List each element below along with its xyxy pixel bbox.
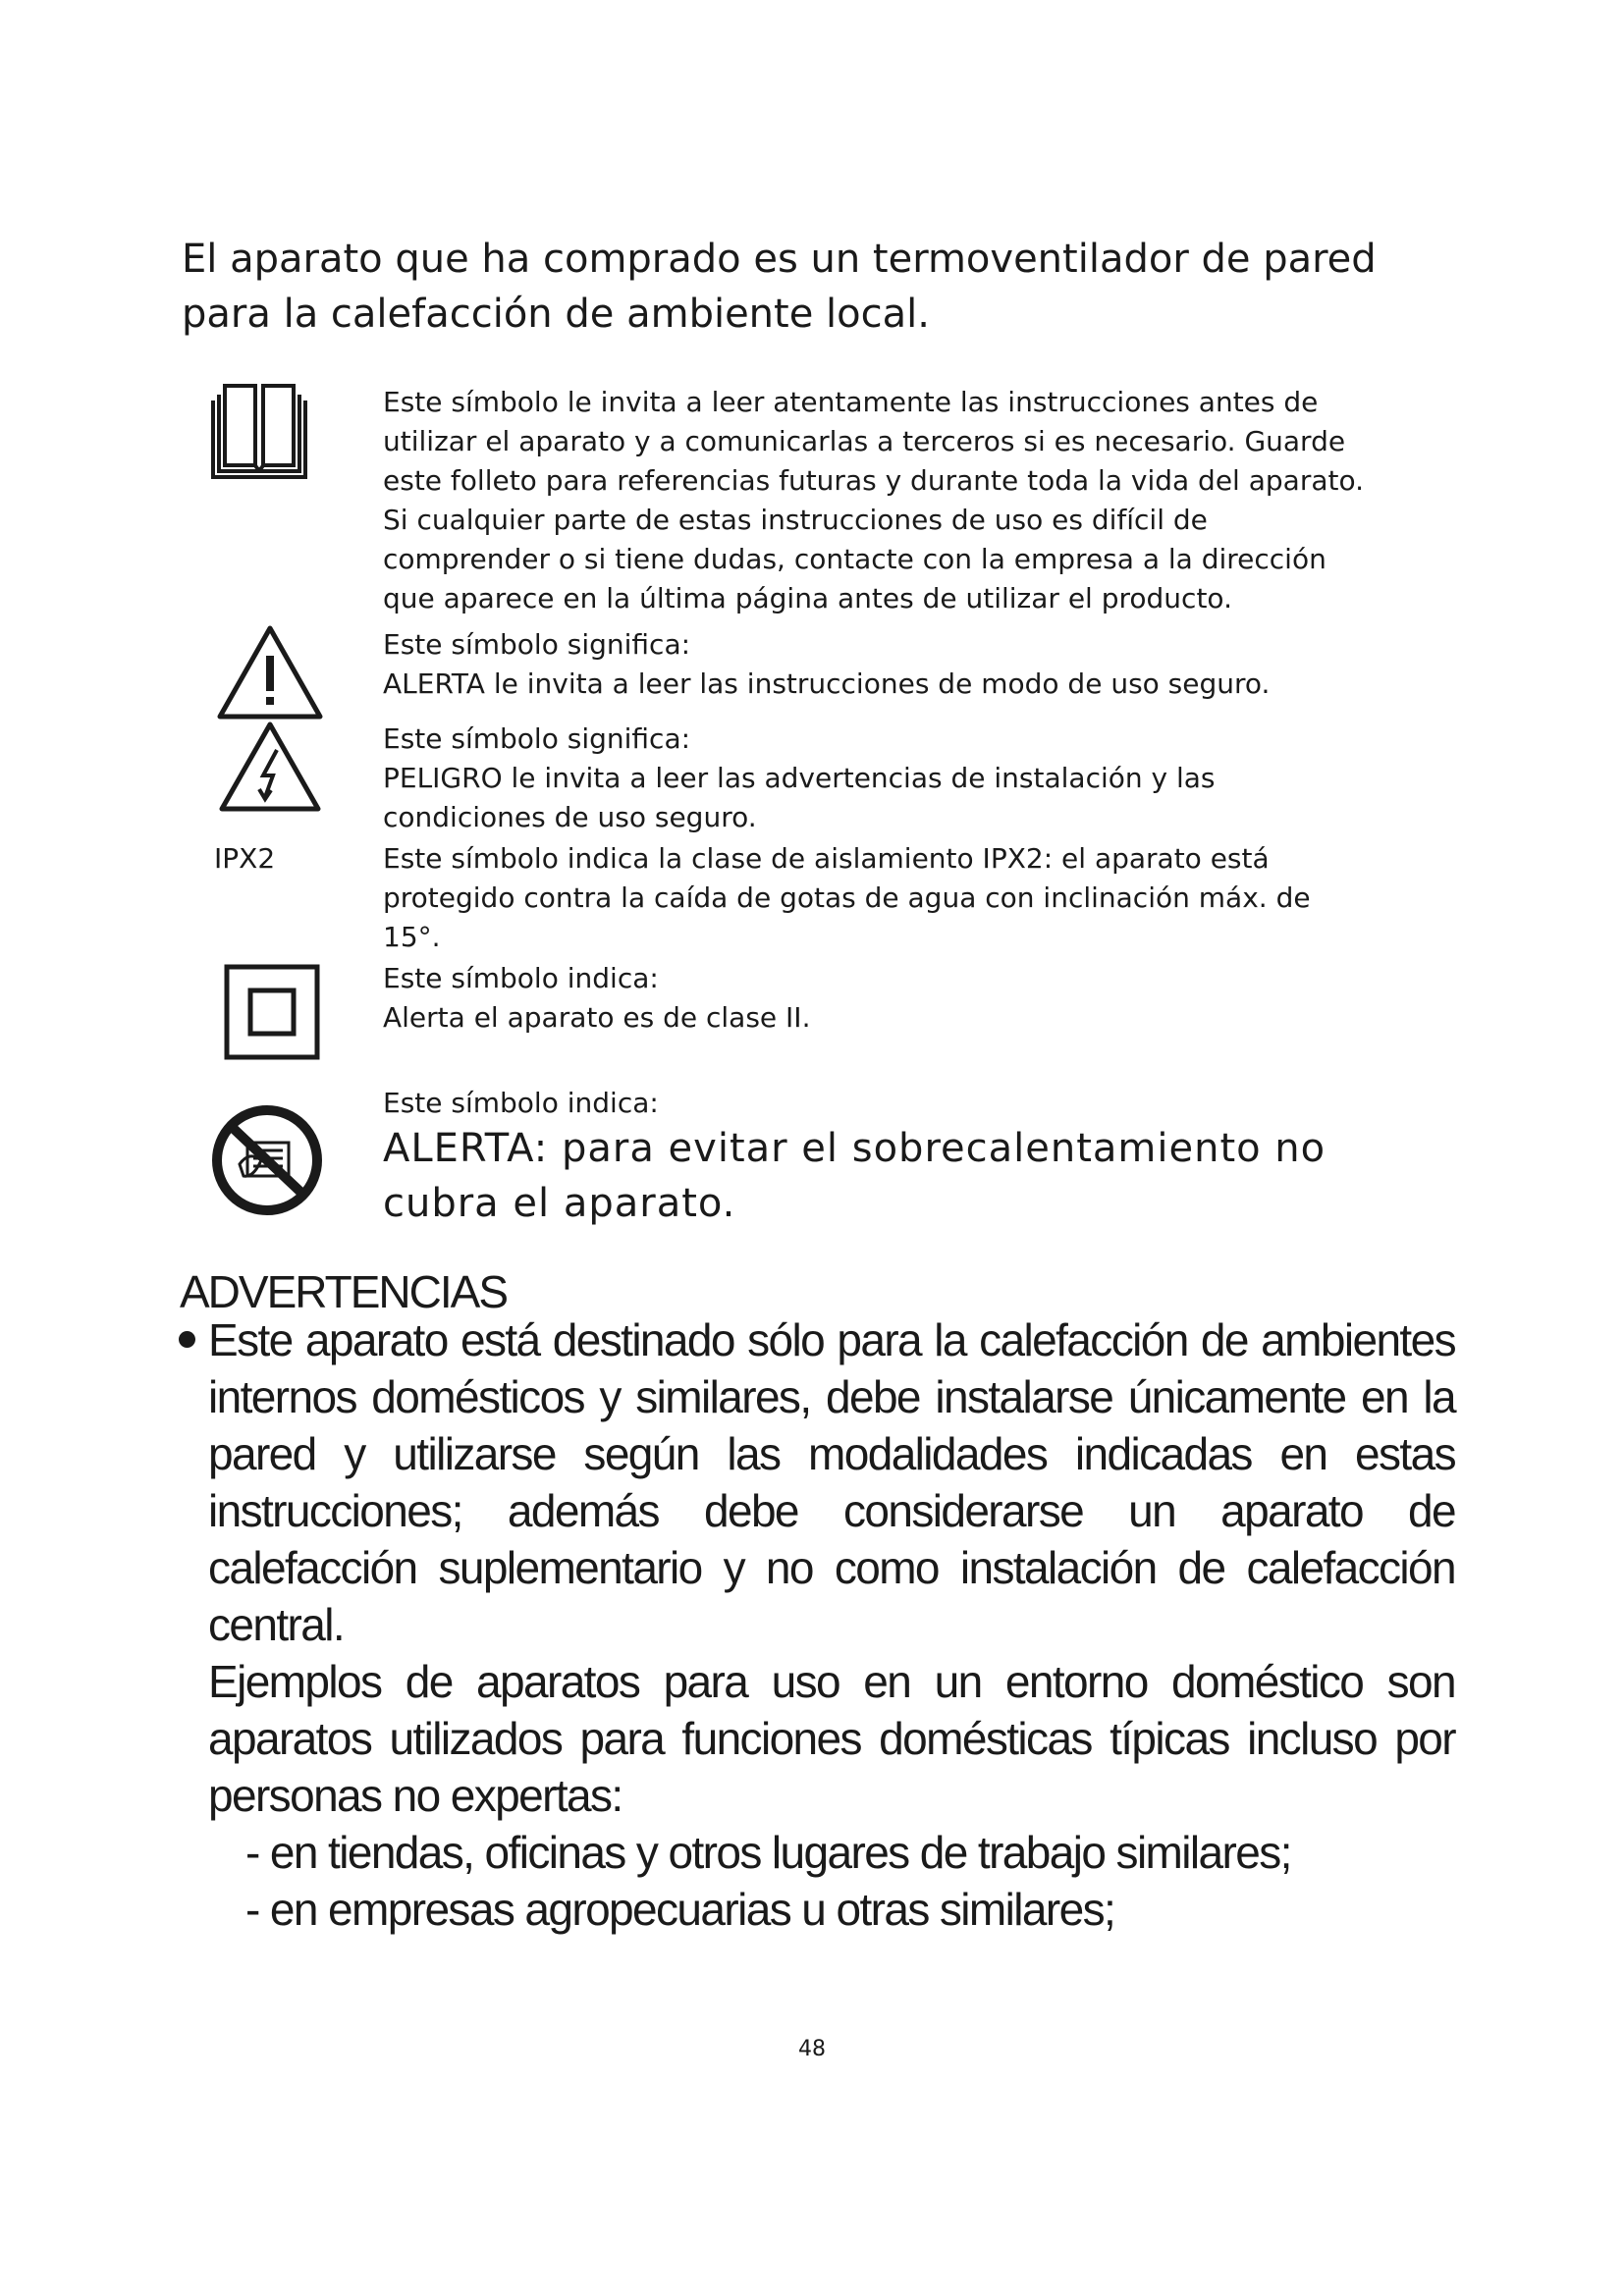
text-line: Alerta el aparato es de clase II.: [383, 1001, 811, 1034]
text-line: Este símbolo indica la clase de aislamiento IPX2: el aparato está: [383, 842, 1270, 875]
bullet-icon: [179, 1331, 195, 1348]
warning-triangle-icon: [216, 624, 324, 721]
text-line: Si cualquier parte de estas instrucciones de uso es difícil de: [383, 504, 1208, 536]
examples-text: Ejemplos de aparatos para uso en un entorno doméstico son aparatos utilizados para funciones domésticas típicas incluso por personas no expertas:: [208, 1656, 1455, 1821]
page-number: 48: [798, 2037, 826, 2061]
class-ii-symbol-text: [383, 959, 1502, 1038]
text-line: 15°.: [383, 921, 441, 953]
danger-symbol-text: [383, 720, 1502, 837]
class-ii-icon: [224, 964, 320, 1060]
text-line: protegido contra la caída de gotas de agua con inclinación máx. de: [383, 881, 1311, 914]
do-not-cover-icon: [210, 1103, 324, 1217]
ipx2-symbol-text: [383, 839, 1502, 957]
warnings-heading: ADVERTENCIAS: [180, 1266, 508, 1317]
text-line: Este símbolo significa:: [383, 628, 691, 661]
text-line: PELIGRO le invita a leer las advertencias de instalación y las: [383, 762, 1216, 794]
text-line: que aparece en la última página antes de utilizar el producto.: [383, 582, 1232, 614]
text-line: Este símbolo significa:: [383, 722, 691, 755]
no-cover-alert: [383, 1121, 1502, 1231]
text-line: condiciones de uso seguro.: [383, 801, 757, 833]
text-line: utilizar el aparato y a comunicarlas a terceros si es necesario. Guarde: [383, 425, 1346, 457]
intro-paragraph: El aparato que ha comprado es un termoventilador de pared para la calefacción de ambiente local.: [182, 237, 1377, 337]
text-line: este folleto para referencias futuras y durante toda la vida del aparato.: [383, 464, 1365, 497]
list-item: - en tiendas, oficinas y otros lugares de trabajo similares;: [245, 1827, 1291, 1878]
list-item: - en empresas agropecuarias u otras similares;: [245, 1884, 1115, 1935]
alert-symbol-text: [383, 625, 1502, 704]
manual-symbol-text: [383, 383, 1502, 618]
no-cover-symbol-intro: Este símbolo indica:: [383, 1087, 659, 1119]
text-line: comprender o si tiene dudas, contacte con la empresa a la dirección: [383, 543, 1326, 575]
ipx2-label: IPX2: [214, 842, 276, 875]
warning-bullet-text: Este aparato está destinado sólo para la calefacción de ambientes internos domésticos y similares, debe instalarse únicamente en la pared y utilizarse según las modalidades indicadas en estas instrucciones; además debe considerarse un aparato de calefacción suplementario y no como instalación de calefacción central.: [208, 1314, 1455, 1650]
text-line: ALERTA le invita a leer las instrucciones de modo de uso seguro.: [383, 667, 1271, 700]
warnings-body: [208, 1311, 1455, 1938]
book-icon: [210, 381, 308, 481]
electric-hazard-icon: [218, 721, 322, 813]
text-line: ALERTA: para evitar el sobrecalentamiento no: [383, 1126, 1326, 1171]
text-line: Este símbolo le invita a leer atentamente las instrucciones antes de: [383, 386, 1319, 418]
text-line: Este símbolo indica:: [383, 962, 659, 994]
text-line: cubra el aparato.: [383, 1181, 736, 1226]
